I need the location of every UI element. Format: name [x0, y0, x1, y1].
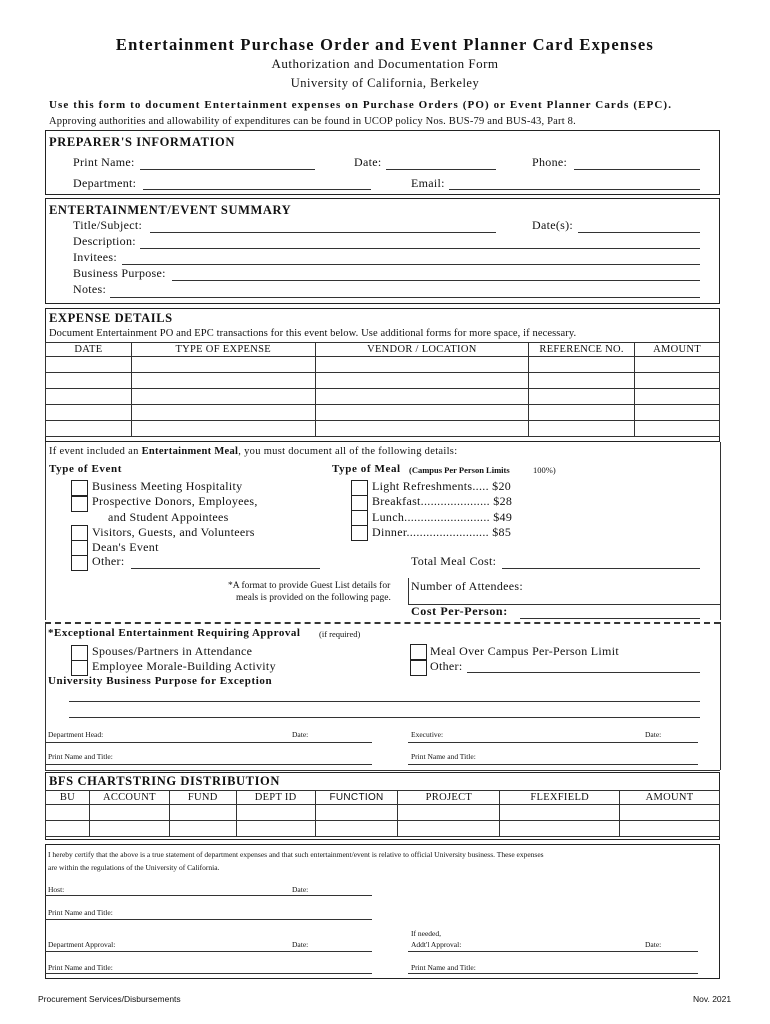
event-checkbox-visitors[interactable]	[71, 525, 88, 541]
addl-approval-print-name-field[interactable]	[408, 973, 698, 974]
attendees-divider	[408, 578, 409, 604]
executive-print-name-label: Print Name and Title:	[411, 752, 476, 761]
cost-per-person-field[interactable]	[520, 618, 700, 619]
dept-approval-label: Department Approval:	[48, 940, 116, 949]
if-needed-label: If needed,	[411, 929, 441, 938]
exception-morale: Employee Morale-Building Activity	[92, 659, 276, 673]
dashed-divider	[45, 622, 720, 624]
exception-checkbox-morale[interactable]	[71, 660, 88, 676]
certification-text-1: I hereby certify that the above is a true statement of department expenses and that such entertainment/event is relative to official University business. These expenses	[48, 850, 544, 859]
email-field[interactable]	[449, 189, 700, 190]
host-print-name-field[interactable]	[45, 919, 372, 920]
expense-note: Document Entertainment PO and EPC transactions for this event below. Use additional forms for more space, if necessary.	[49, 328, 577, 339]
policy-reference: Approving authorities and allowability of expenditures can be found in UCOP policy Nos. BUS-79 and BUS-43, Part 8.	[49, 116, 576, 127]
event-dates-field[interactable]	[578, 232, 700, 233]
preparer-date-field[interactable]	[386, 169, 496, 170]
meal-checkbox-light-refreshments[interactable]	[351, 480, 368, 496]
meal-right-border	[720, 442, 721, 620]
title-label: Title/Subject:	[73, 218, 143, 232]
campus-limits-percent: 100%)	[533, 465, 556, 475]
executive-print-name-field[interactable]	[408, 764, 698, 765]
meal-dinner: Dinner......................... $85	[372, 525, 512, 539]
exception-checkbox-spouses[interactable]	[71, 645, 88, 661]
table-row[interactable]	[46, 821, 720, 837]
preparer-heading: PREPARER'S INFORMATION	[49, 135, 236, 149]
campus-limits-label: (Campus Per Person Limits	[409, 465, 510, 475]
expense-table	[45, 342, 720, 437]
table-row[interactable]	[46, 373, 720, 389]
executive-date-label: Date:	[645, 730, 662, 739]
host-signature-field[interactable]	[45, 895, 372, 896]
host-label: Host:	[48, 885, 65, 894]
dept-head-print-name-label: Print Name and Title:	[48, 752, 113, 761]
exception-purpose-field-1[interactable]	[69, 701, 700, 702]
dept-approval-signature-field[interactable]	[45, 951, 372, 952]
col-vendor-location: VENDOR / LOCATION	[315, 343, 529, 357]
event-business-meeting: Business Meeting Hospitality	[92, 479, 243, 493]
chartstring-header-row	[46, 791, 720, 805]
type-of-meal-heading: Type of Meal	[332, 463, 401, 475]
exception-over-limit: Meal Over Campus Per-Person Limit	[430, 644, 619, 658]
business-purpose-label: Business Purpose:	[73, 266, 166, 280]
number-of-attendees-label: Number of Attendees:	[411, 579, 523, 593]
table-row[interactable]	[46, 405, 720, 421]
col-bu: BU	[46, 791, 90, 805]
invitees-field[interactable]	[122, 264, 700, 265]
preparer-date-label: Date:	[354, 155, 382, 169]
form-title: Entertainment Purchase Order and Event Planner Card Expenses	[115, 35, 655, 54]
dept-approval-print-name-label: Print Name and Title:	[48, 963, 113, 972]
addl-approval-label: Addt'l Approval:	[411, 940, 462, 949]
exception-purpose-heading: University Business Purpose for Exception	[48, 675, 273, 687]
meal-breakfast: Breakfast..................... $28	[372, 494, 513, 508]
col-account: ACCOUNT	[89, 791, 169, 805]
phone-field[interactable]	[574, 169, 700, 170]
meal-lunch: Lunch.......................... $49	[372, 510, 513, 524]
col-function: FUNCTION	[315, 791, 398, 805]
event-checkbox-business-meeting[interactable]	[71, 480, 88, 496]
notes-label: Notes:	[73, 282, 107, 296]
event-deans-event: Dean's Event	[92, 540, 159, 554]
cost-per-person-label: Cost Per-Person:	[411, 604, 508, 618]
footer-date: Nov. 2021	[693, 994, 732, 1004]
department-label: Department:	[73, 176, 137, 190]
event-checkbox-other[interactable]	[71, 555, 88, 571]
guest-list-note-1: *A format to provide Guest List details for	[228, 581, 391, 591]
business-purpose-field[interactable]	[172, 280, 700, 281]
dept-head-label: Department Head:	[48, 730, 104, 739]
exception-other: Other:	[430, 659, 463, 673]
description-label: Description:	[73, 234, 136, 248]
dept-head-date-label: Date:	[292, 730, 309, 739]
col-fund: FUND	[169, 791, 236, 805]
dept-approval-print-name-field[interactable]	[45, 973, 372, 974]
exception-spouses: Spouses/Partners in Attendance	[92, 644, 253, 658]
addl-approval-signature-field[interactable]	[408, 951, 698, 952]
title-field[interactable]	[150, 232, 496, 233]
exception-qualifier: (if required)	[319, 629, 361, 639]
col-reference-no: REFERENCE NO.	[529, 343, 635, 357]
certification-text-2: are within the regulations of the University of California.	[48, 863, 220, 872]
exception-checkbox-over-limit[interactable]	[410, 644, 427, 660]
meal-left-border	[45, 442, 46, 620]
summary-heading: ENTERTAINMENT/EVENT SUMMARY	[49, 203, 292, 217]
exception-right-border	[720, 622, 721, 770]
exception-checkbox-other[interactable]	[410, 660, 427, 676]
dept-head-signature-field[interactable]	[45, 742, 372, 743]
addl-approval-print-name-label: Print Name and Title:	[411, 963, 476, 972]
event-dates-label: Date(s):	[532, 218, 574, 232]
host-print-name-label: Print Name and Title:	[48, 908, 113, 917]
chartstring-table	[45, 790, 720, 837]
print-name-field[interactable]	[140, 169, 315, 170]
event-checkbox-deans-event[interactable]	[71, 540, 88, 556]
total-meal-cost-field[interactable]	[502, 568, 700, 569]
addl-approval-date-label: Date:	[645, 940, 662, 949]
executive-label: Executive:	[411, 730, 444, 739]
email-label: Email:	[411, 176, 445, 190]
exception-bottom-border	[45, 770, 720, 771]
table-row[interactable]	[46, 389, 720, 405]
table-row[interactable]	[46, 357, 720, 373]
organization-name: University of California, Berkeley	[290, 76, 480, 90]
total-meal-cost-label: Total Meal Cost:	[411, 554, 497, 568]
phone-label: Phone:	[532, 155, 568, 169]
col-project: PROJECT	[398, 791, 500, 805]
event-checkbox-prospective-donors[interactable]	[71, 496, 88, 512]
col-date: DATE	[46, 343, 132, 357]
exception-other-field[interactable]	[467, 672, 700, 673]
table-row[interactable]	[46, 805, 720, 821]
col-chartstring-amount: AMOUNT	[620, 791, 720, 805]
department-field[interactable]	[143, 189, 371, 190]
description-field[interactable]	[140, 248, 700, 249]
executive-signature-field[interactable]	[408, 742, 698, 743]
print-name-label: Print Name:	[73, 155, 135, 169]
event-other: Other:	[92, 554, 125, 568]
meal-intro: If event included an Entertainment Meal, you must document all of the following details:	[49, 446, 458, 457]
type-of-event-heading: Type of Event	[49, 463, 122, 475]
event-visitors: Visitors, Guests, and Volunteers	[92, 525, 255, 539]
form-subtitle: Authorization and Documentation Form	[271, 56, 499, 71]
col-type-of-expense: TYPE OF EXPENSE	[131, 343, 315, 357]
footer-department: Procurement Services/Disbursements	[38, 994, 181, 1004]
form-instruction: Use this form to document Entertainment expenses on Purchase Orders (PO) or Event Planner Cards (EPC).	[49, 99, 673, 111]
exception-heading: *Exceptional Entertainment Requiring Approval	[48, 627, 301, 639]
dept-head-print-name-field[interactable]	[45, 764, 372, 765]
event-other-field[interactable]	[131, 568, 320, 569]
col-dept-id: DEPT ID	[236, 791, 315, 805]
exception-purpose-field-2[interactable]	[69, 717, 700, 718]
meal-light-refreshments: Light Refreshments..... $20	[372, 479, 512, 493]
event-prospective-donors: Prospective Donors, Employees,	[92, 494, 258, 508]
table-row[interactable]	[46, 421, 720, 437]
meal-checkbox-dinner[interactable]	[351, 525, 368, 541]
col-amount: AMOUNT	[635, 343, 720, 357]
invitees-label: Invitees:	[73, 250, 118, 264]
chartstring-heading: BFS CHARTSTRING DISTRIBUTION	[49, 774, 280, 788]
meal-checkbox-lunch[interactable]	[351, 510, 368, 526]
meal-checkbox-breakfast[interactable]	[351, 495, 368, 511]
dept-approval-date-label: Date:	[292, 940, 309, 949]
notes-field[interactable]	[110, 297, 700, 298]
exception-left-border	[45, 622, 46, 770]
expense-heading: EXPENSE DETAILS	[49, 311, 173, 325]
event-student-appointees: and Student Appointees	[108, 510, 229, 524]
col-flexfield: FLEXFIELD	[500, 791, 620, 805]
host-date-label: Date:	[292, 885, 309, 894]
expense-header-row	[46, 343, 720, 357]
guest-list-note-2: meals is provided on the following page.	[236, 593, 391, 603]
